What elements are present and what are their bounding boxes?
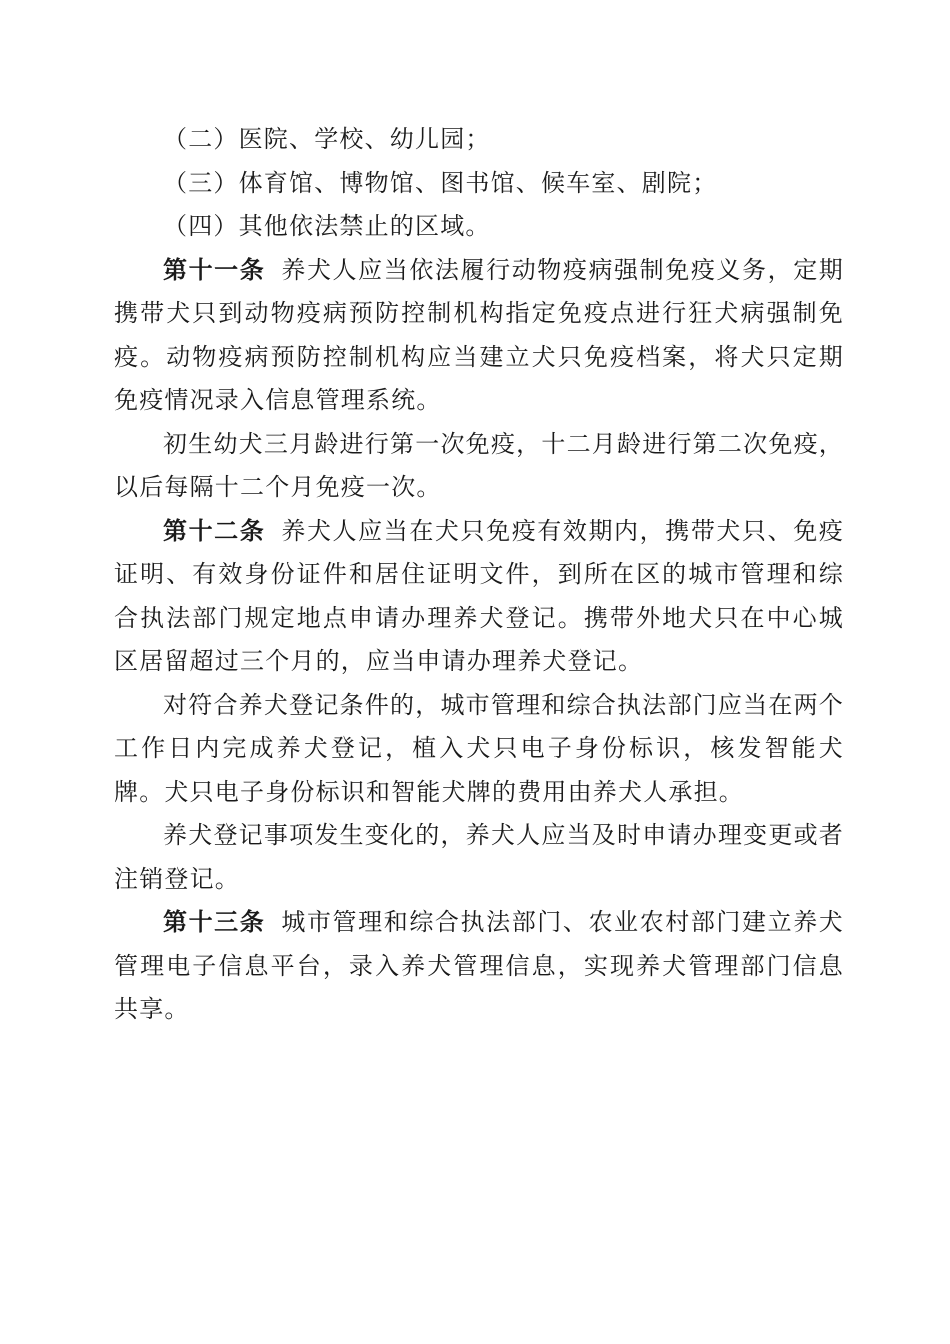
article-12-paragraph-3: 养犬登记事项发生变化的，养犬人应当及时申请办理变更或者注销登记。 — [114, 821, 844, 893]
article-13-text: 城市管理和综合执法部门、农业农村部门建立养犬管理电子信息平台，录入养犬管理信息，实现养犬管理部门信息共享。 — [114, 908, 844, 1023]
article-13-label: 第十三条 — [163, 908, 266, 936]
article-12-paragraph-2: 对符合养犬登记条件的，城市管理和综合执法部门应当在两个工作日内完成养犬登记，植入犬只电子身份标识，核发智能犬牌。犬只电子身份标识和智能犬牌的费用由养犬人承担。 — [114, 690, 844, 806]
article-11-paragraph-2: 初生幼犬三月龄进行第一次免疫，十二月龄进行第二次免疫，以后每隔十二个月免疫一次。 — [114, 429, 844, 501]
article-12-text: 养犬人应当在犬只免疫有效期内，携带犬只、免疫证明、有效身份证件和居住证明文件，到所在区的城市管理和综合执法部门规定地点申请办理养犬登记。携带外地犬只在中心城区居留超过三个月的，应当申请办理养犬登记。 — [114, 516, 844, 675]
document-page — [114, 118, 844, 1032]
article-11 — [114, 249, 844, 423]
article-12-label: 第十二条 — [163, 516, 266, 545]
article-13 — [114, 901, 844, 1032]
article-11-text: 养犬人应当依法履行动物疫病强制免疫义务，定期携带犬只到动物疫病预防控制机构指定免疫点进行狂犬病强制免疫。动物疫病预防控制机构应当建立犬只免疫档案，将犬只定期免疫情况录入信息管理系统。 — [114, 255, 844, 414]
list-item-other-areas: （四）其他依法禁止的区域。 — [163, 212, 491, 240]
list-item-hospitals: （二）医院、学校、幼儿园； — [163, 125, 491, 153]
article-12 — [114, 510, 844, 684]
list-item-venues: （三）体育馆、博物馆、图书馆、候车室、剧院； — [163, 168, 718, 197]
article-11-label: 第十一条 — [163, 255, 266, 284]
